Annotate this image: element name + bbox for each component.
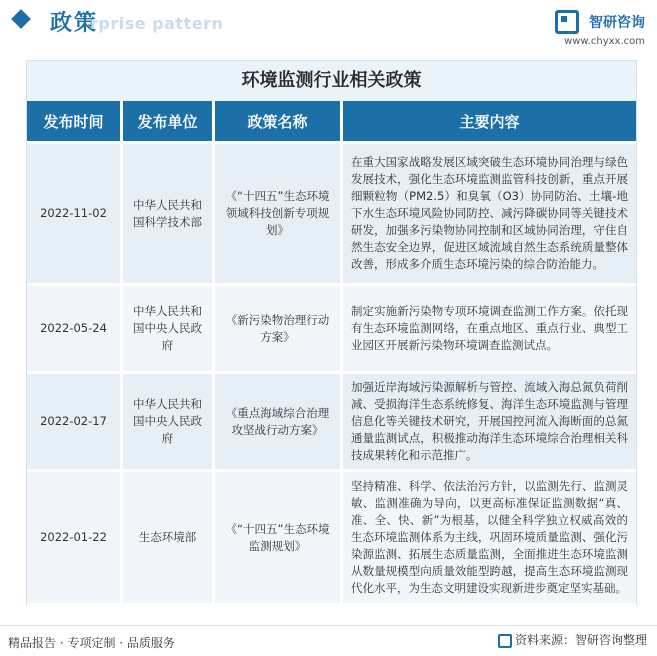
diamond-icon [11, 9, 31, 29]
cell-org: 生态环境部 [123, 472, 215, 606]
top-bar [0, 0, 657, 48]
brand-name: 智研咨询 [589, 15, 645, 31]
policy-card [26, 60, 637, 605]
table-row [27, 286, 636, 374]
cell-content: 坚持精准、科学、依法治污方针，以监测先行、监测灵敏、监测准确为导向，以更高标准保证监测数据“真、准、全、快、新”为根基，以健全科学独立权威高效的生态环境监测体系为主线，巩固环境质量监测、强化污染源监测、拓展生态质量监测，全面推进生态环境监测从数量规模型向质量效能型跨越，提高生态环境监测现代化水平，为生态文明建设实现新进步奠定坚实基础。 [343, 472, 636, 606]
cell-date: 2022-02-17 [27, 374, 123, 472]
cell-policy-name: 《“十四五”生态环境监测规划》 [215, 472, 343, 606]
cell-org: 中华人民共和国科学技术部 [123, 144, 215, 286]
footer-slogan: 精品报告 · 专项定制 · 品质服务 [8, 636, 175, 650]
cell-content: 在重大国家战略发展区域突破生态环境协同治理与绿色发展技术，强化生态环境监测监管科技创新，重点开展细颗粒物（PM2.5）和臭氧（O3）协同防治、土壤-地下水生态环境风险协同防控、减污降碳协同等关键技术研发，加强多污染物协同控制和区域协同治理，守住自然生态安全边界，促进区域流域自然生态系统质量整体改善，形成多介质生态环境污染的综合防治能力。 [343, 144, 636, 286]
cell-org: 中华人民共和国中央人民政府 [123, 286, 215, 374]
footer-source-text: 资料来源：智研咨询整理 [514, 633, 647, 647]
watermark-text: rprise pattern [90, 14, 224, 33]
section-title: 政策 [50, 11, 99, 36]
table-header-row [27, 101, 636, 144]
source-logo-icon [498, 634, 512, 648]
column-header-org: 发布单位 [123, 101, 215, 144]
column-header-name: 政策名称 [215, 101, 343, 144]
cell-content: 加强近岸海域污染源解析与管控、流域入海总氮负荷削减、受损海洋生态系统修复、海洋生态环境监测与管理信息化等关键技术研究，开展国控河流入海断面的总氮通量监测试点，积极推动海洋生态环境综合治理相关科技成果转化和示范推广。 [343, 374, 636, 472]
table-row [27, 144, 636, 286]
cell-policy-name: 《“十四五”生态环境领域科技创新专项规划》 [215, 144, 343, 286]
table-row [27, 472, 636, 606]
cell-date: 2022-01-22 [27, 472, 123, 606]
policy-table [27, 101, 636, 606]
cell-policy-name: 《新污染物治理行动方案》 [215, 286, 343, 374]
brand-logo-icon [555, 10, 579, 34]
table-title: 环境监测行业相关政策 [27, 61, 636, 101]
footer [0, 625, 657, 656]
footer-source [498, 631, 647, 648]
cell-org: 中华人民共和国中央人民政府 [123, 374, 215, 472]
brand-url: www.chyxx.com [564, 36, 645, 47]
column-header-date: 发布时间 [27, 101, 123, 144]
table-row [27, 374, 636, 472]
cell-policy-name: 《重点海域综合治理攻坚战行动方案》 [215, 374, 343, 472]
brand [555, 10, 645, 47]
cell-content: 制定实施新污染物专项环境调查监测工作方案。依托现有生态环境监测网络，在重点地区、重点行业、典型工业园区开展新污染物环境调查监测试点。 [343, 286, 636, 374]
cell-date: 2022-11-02 [27, 144, 123, 286]
cell-date: 2022-05-24 [27, 286, 123, 374]
column-header-content: 主要内容 [343, 101, 636, 144]
